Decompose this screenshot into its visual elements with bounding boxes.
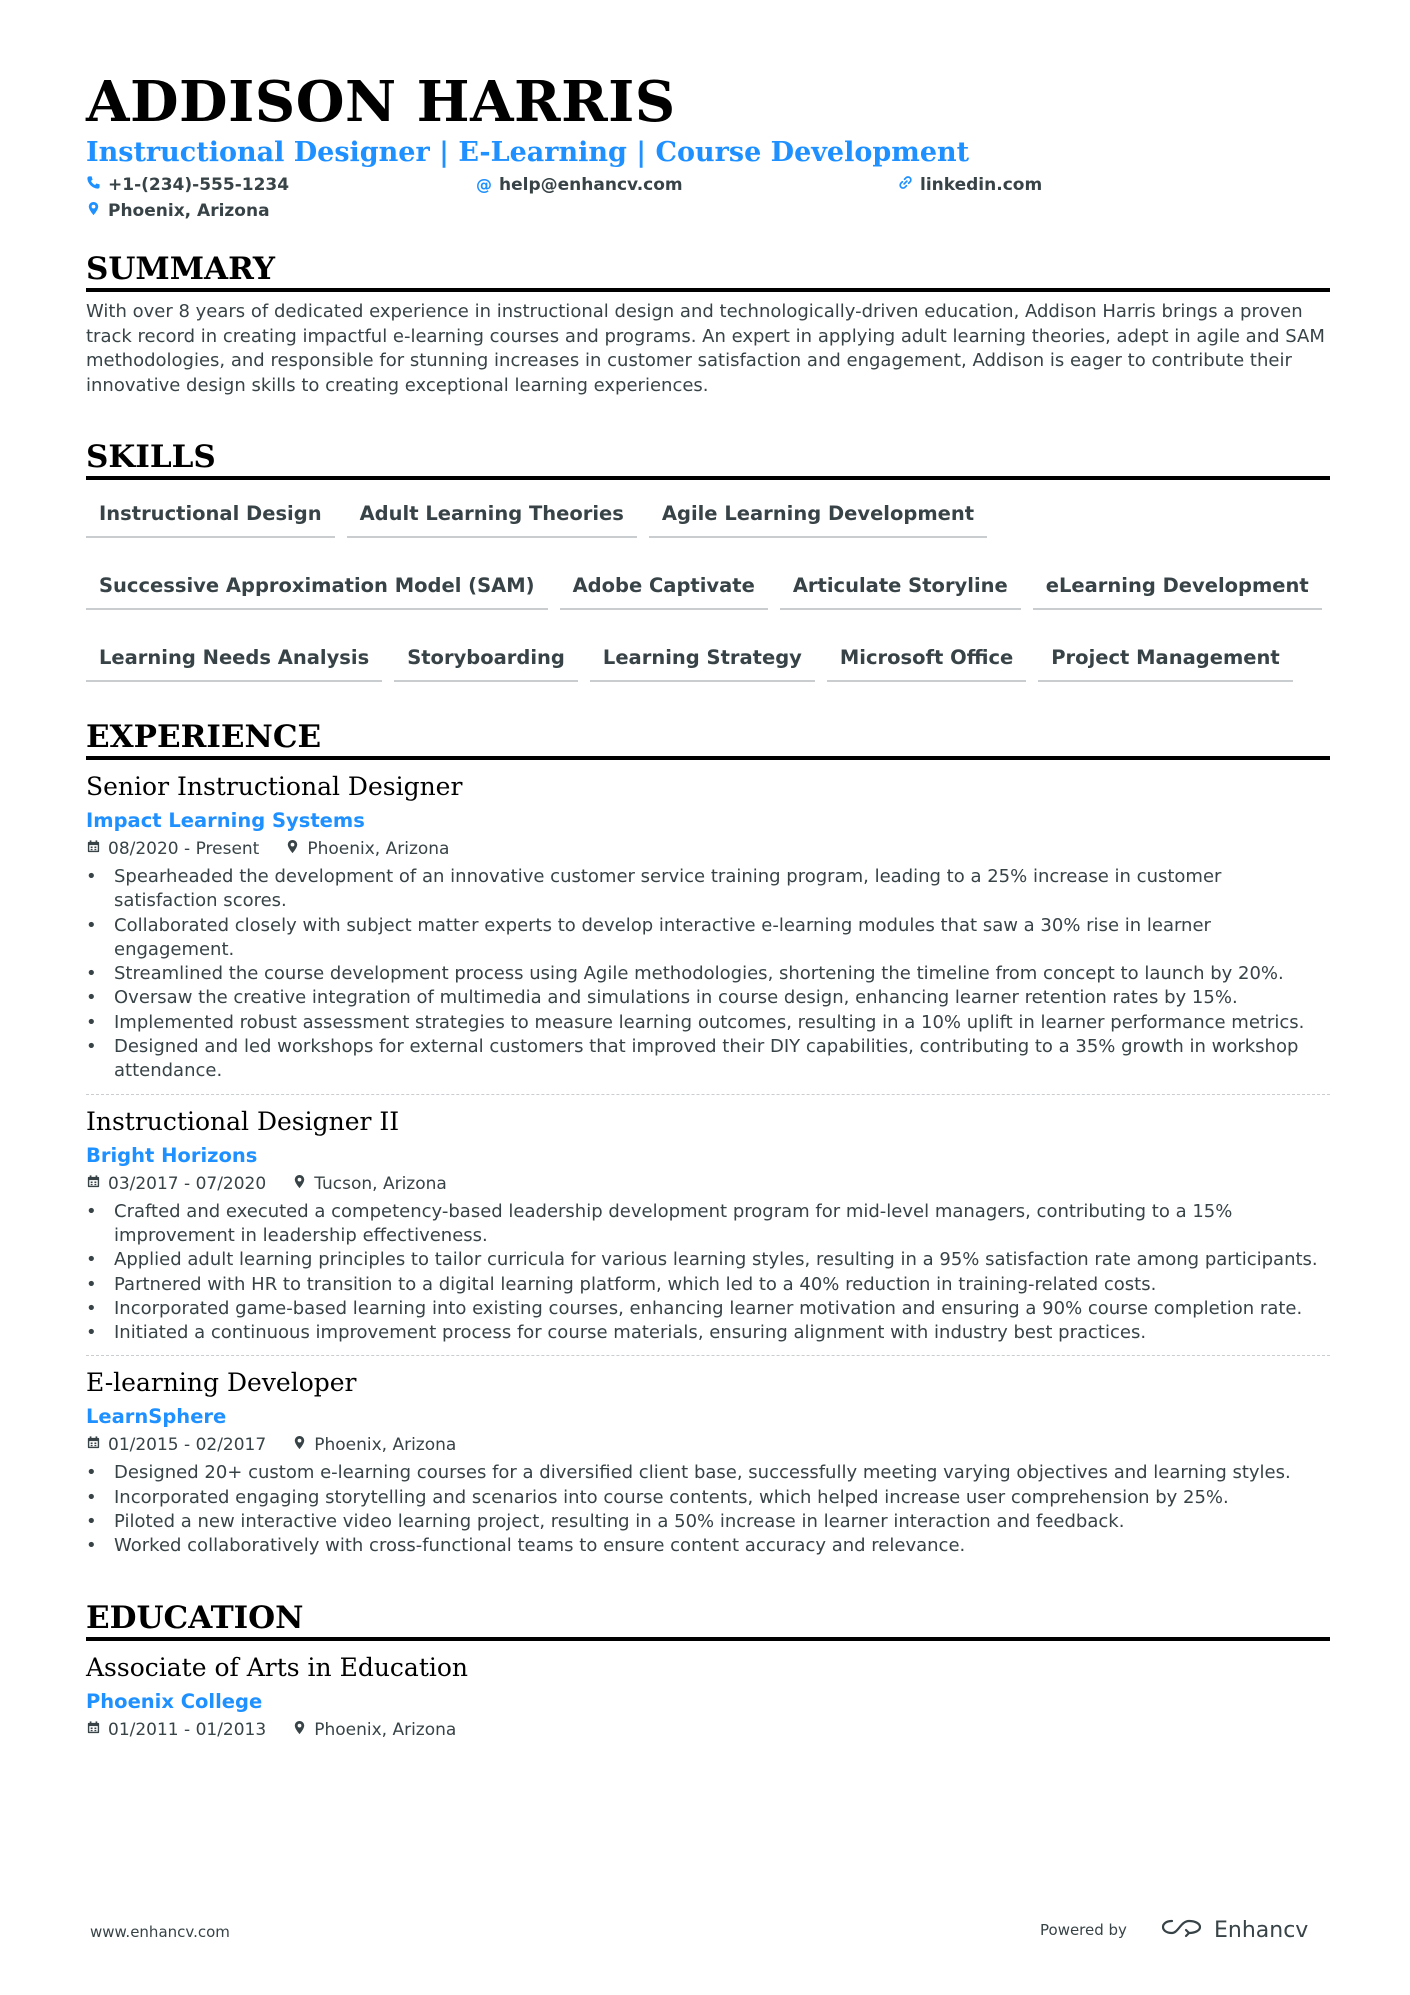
location-pin-icon <box>292 1171 307 1197</box>
calendar-icon <box>86 836 101 862</box>
job-dates <box>86 836 259 862</box>
location-text: Phoenix, Arizona <box>108 201 270 221</box>
skill-tag: Microsoft Office <box>827 638 1026 682</box>
brand-logo[interactable] <box>1160 1915 1308 1945</box>
skill-tag: Learning Needs Analysis <box>86 638 382 682</box>
job-dates <box>86 1432 266 1458</box>
email-text: help@enhancv.com <box>499 175 683 195</box>
location-pin-icon <box>292 1717 307 1743</box>
list-item: • Crafted and executed a competency-based leadership development program for mid-level managers, contributing to a 15% improvement in leadership effectiveness. <box>86 1200 1330 1249</box>
skill-tag: Learning Strategy <box>590 638 815 682</box>
summary-text: With over 8 years of dedicated experience in instructional design and technologically-driven education, Addison Harris brings a proven track record in creating impactful e-learning courses and programs. An expert in applying adult learning theories, adept in agile and SAM methodologies, and responsible for stunning increases in customer satisfaction and engagement, Addison is eager to contribute their innovative design skills to creating exceptional learning experiences. <box>86 301 1325 396</box>
job-bullets <box>86 1200 1330 1346</box>
skill-tag: Instructional Design <box>86 494 335 538</box>
job-bullets <box>86 865 1330 1084</box>
list-item: • Collaborated closely with subject matter experts to develop interactive e-learning modules that saw a 30% rise in learner engagement. <box>86 914 1330 963</box>
job-entry <box>86 770 1330 1095</box>
calendar-icon <box>86 1717 101 1743</box>
candidate-name: ADDISON HARRIS <box>86 69 676 135</box>
job-dates <box>86 1171 266 1197</box>
job-location-text: Phoenix, Arizona <box>307 839 450 859</box>
skill-tag: Adobe Captivate <box>560 566 768 610</box>
education-location-text: Phoenix, Arizona <box>314 1719 457 1740</box>
job-entry <box>86 1105 1330 1357</box>
footer-url[interactable]: www.enhancv.com <box>90 1923 230 1941</box>
experience-section <box>86 718 1330 1559</box>
link-icon <box>898 172 913 198</box>
job-meta <box>86 836 1330 862</box>
skill-tag: Storyboarding <box>394 638 578 682</box>
company-name: LearnSphere <box>86 1405 227 1429</box>
list-item: • Incorporated engaging storytelling and scenarios into course contents, which helped increase user comprehension by 25%. <box>86 1486 1330 1510</box>
location-pin-icon <box>292 1432 307 1458</box>
skill-tag: Adult Learning Theories <box>347 494 637 538</box>
education-location <box>292 1717 456 1743</box>
skills-list <box>86 494 1330 682</box>
job-location <box>292 1432 456 1458</box>
calendar-icon <box>86 1432 101 1458</box>
list-item: • Streamlined the course development process using Agile methodologies, shortening the timeline from concept to launch by 20%. <box>86 962 1330 986</box>
experience-title: EXPERIENCE <box>86 718 1330 760</box>
skill-tag: Successive Approximation Model (SAM) <box>86 566 548 610</box>
list-item: • Initiated a continuous improvement process for course materials, ensuring alignment with industry best practices. <box>86 1321 1330 1345</box>
list-item: • Partnered with HR to transition to a digital learning platform, which led to a 40% reduction in training-related costs. <box>86 1273 1330 1297</box>
job-dates-text: 08/2020 - Present <box>108 839 260 859</box>
phone-icon <box>86 172 101 198</box>
contact-phone[interactable] <box>86 172 289 198</box>
contact-email[interactable] <box>476 172 683 198</box>
contact-location <box>86 198 270 224</box>
list-item: • Incorporated game-based learning into existing courses, enhancing learner motivation and ensuring a 90% course completion rate. <box>86 1297 1330 1321</box>
job-dates-text: 01/2015 - 02/2017 <box>108 1435 267 1456</box>
job-entry <box>86 1366 1330 1558</box>
powered-by-label: Powered by <box>1040 1921 1127 1939</box>
job-meta <box>86 1432 1330 1458</box>
job-bullets <box>86 1461 1330 1558</box>
education-dates <box>86 1717 266 1743</box>
list-item: • Applied adult learning principles to tailor curricula for various learning styles, resulting in a 95% satisfaction rate among participants. <box>86 1248 1330 1272</box>
skill-tag: eLearning Development <box>1033 566 1322 610</box>
list-item: • Designed and led workshops for external customers that improved their DIY capabilities, contributing to a 35% growth in workshop attendance. <box>86 1035 1330 1084</box>
headline: Instructional Designer | E-Learning | Course Development <box>86 137 970 168</box>
at-icon: @ <box>476 175 492 194</box>
phone-text: +1-(234)-555-1234 <box>108 175 290 195</box>
list-item: • Oversaw the creative integration of multimedia and simulations in course design, enhancing learner retention rates by 15%. <box>86 986 1330 1010</box>
job-dates-text: 03/2017 - 07/2020 <box>108 1173 267 1194</box>
contact-info <box>86 172 1330 228</box>
list-item: • Implemented robust assessment strategies to measure learning outcomes, resulting in a 10% uplift in learner performance metrics. <box>86 1011 1330 1035</box>
education-section <box>86 1599 1330 1743</box>
list-item: • Piloted a new interactive video learning project, resulting in a 50% increase in learner interaction and feedback. <box>86 1510 1330 1534</box>
location-pin-icon <box>86 198 101 224</box>
summary-title: SUMMARY <box>86 250 1330 292</box>
summary-section <box>86 250 1330 398</box>
education-title: EDUCATION <box>86 1599 1330 1641</box>
list-item: • Designed 20+ custom e-learning courses for a diversified client base, successfully meeting varying objectives and learning styles. <box>86 1461 1330 1485</box>
skill-tag: Articulate Storyline <box>780 566 1021 610</box>
resume-page <box>86 70 1330 1743</box>
list-item: • Spearheaded the development of an innovative customer service training program, leading to a 25% increase in customer satisfaction scores. <box>86 865 1330 914</box>
job-title: Instructional Designer II <box>86 1106 400 1136</box>
education-meta <box>86 1717 1330 1743</box>
enhancv-logo-icon <box>1160 1915 1206 1945</box>
divider <box>86 1355 1330 1356</box>
skills-title: SKILLS <box>86 438 1330 480</box>
footer <box>90 1915 1320 1955</box>
company-name: Bright Horizons <box>86 1143 258 1167</box>
job-location <box>285 836 449 862</box>
skills-section <box>86 438 1330 682</box>
brand-name: Enhancv <box>1214 1917 1309 1943</box>
job-title: E-learning Developer <box>86 1368 357 1398</box>
skill-tag: Project Management <box>1038 638 1292 682</box>
education-dates-text: 01/2011 - 01/2013 <box>108 1719 267 1740</box>
job-meta <box>86 1171 1330 1197</box>
degree-title: Associate of Arts in Education <box>86 1652 469 1682</box>
contact-linkedin[interactable] <box>898 172 1042 198</box>
list-item: • Worked collaboratively with cross-functional teams to ensure content accuracy and relevance. <box>86 1534 1330 1558</box>
job-title: Senior Instructional Designer <box>86 772 463 801</box>
location-pin-icon <box>285 836 300 862</box>
job-location <box>292 1171 447 1197</box>
company-name: Impact Learning Systems <box>86 809 365 832</box>
skill-tag: Agile Learning Development <box>649 494 987 538</box>
school-name: Phoenix College <box>86 1689 263 1713</box>
divider <box>86 1094 1330 1095</box>
linkedin-text: linkedin.com <box>920 175 1043 195</box>
calendar-icon <box>86 1171 101 1197</box>
job-location-text: Phoenix, Arizona <box>314 1435 457 1456</box>
job-location-text: Tucson, Arizona <box>314 1173 447 1194</box>
